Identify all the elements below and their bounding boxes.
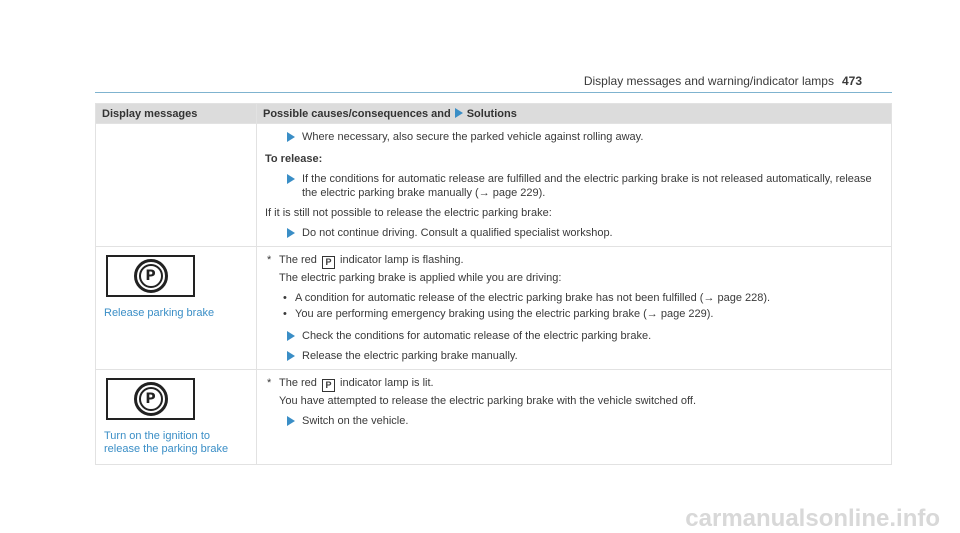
page-number: 473 [841,74,862,88]
col-header-display-messages: Display messages [96,104,257,124]
header-rule [95,92,892,93]
step-item [265,130,883,144]
paragraph: If it is still not possible to release the electric parking brake: [265,207,552,219]
lamp-circle [134,259,168,293]
note-line [265,376,883,392]
messages-table [95,103,892,465]
solution-cell [257,124,892,247]
paragraph: You have attempted to release the electric parking brake with the vehicle switched off. [279,395,697,407]
note-text: The red [279,377,317,389]
note-line [265,253,883,269]
bullet-item [265,307,883,321]
step-text: Check the conditions for automatic release of the electric parking brake. [302,330,652,342]
bullet-text: You are performing emergency braking using the electric parking brake (→ page 229). [295,308,714,320]
step-item [265,226,883,240]
step-arrow-icon [287,132,295,142]
bullet-text: A condition for automatic release of the electric parking brake has not been fulfilled (→ page 228). [295,292,771,304]
step-arrow-icon [287,331,295,341]
table-row [96,247,892,370]
note-text: The red [279,254,317,266]
note-text: indicator lamp is lit. [340,377,434,389]
parking-brake-small-icon: P [322,379,335,392]
bullet-icon: • [283,308,287,320]
section-heading: To release: [265,153,323,165]
message-label: Turn on the ignition to release the parking brake [104,430,229,455]
parking-brake-lamp-icon [106,378,195,420]
message-label: Release parking brake [104,307,215,319]
table-row [96,370,892,465]
step-arrow-icon [287,416,295,426]
lamp-circle [134,382,168,416]
lamp-p-glyph: P [139,264,163,288]
step-text: Where necessary, also secure the parked vehicle against rolling away. [302,131,644,143]
step-text: Do not continue driving. Consult a qualified specialist workshop. [302,227,613,239]
solution-arrow-icon [455,108,463,118]
col-header-solutions-text: Solutions [466,107,517,120]
step-item [265,414,883,428]
parking-brake-lamp-icon [106,255,195,297]
paragraph: The electric parking brake is applied while you are driving: [279,272,562,284]
parking-brake-small-icon: P [322,256,335,269]
header-title: Display messages and warning/indicator lamps [583,74,834,88]
asterisk-icon: * [267,254,272,266]
note-text: indicator lamp is flashing. [340,254,464,266]
step-text: If the conditions for automatic release are fulfilled and the electric parking brake is not released automatically, release the electric parking brake manually (→ page 229). [302,173,872,199]
step-item [265,329,883,343]
message-cell [96,124,257,247]
asterisk-icon: * [267,377,272,389]
message-cell [96,247,257,370]
page-header [584,74,862,88]
watermark: carmanualsonline.info [685,505,940,532]
solution-cell [257,247,892,370]
table-row [96,124,892,247]
lamp-p-glyph: P [139,387,163,411]
step-arrow-icon [287,174,295,184]
col-header-causes-text: Possible causes/consequences and [263,107,451,120]
message-cell [96,370,257,465]
table-header-row [96,104,892,124]
col-header-causes [257,104,892,124]
bullet-item [265,291,883,305]
step-arrow-icon [287,228,295,238]
step-text: Release the electric parking brake manually. [302,350,518,362]
step-item [265,349,883,363]
step-arrow-icon [287,351,295,361]
bullet-icon: • [283,292,287,304]
step-item [265,172,883,200]
solution-cell [257,370,892,465]
step-text: Switch on the vehicle. [302,415,409,427]
